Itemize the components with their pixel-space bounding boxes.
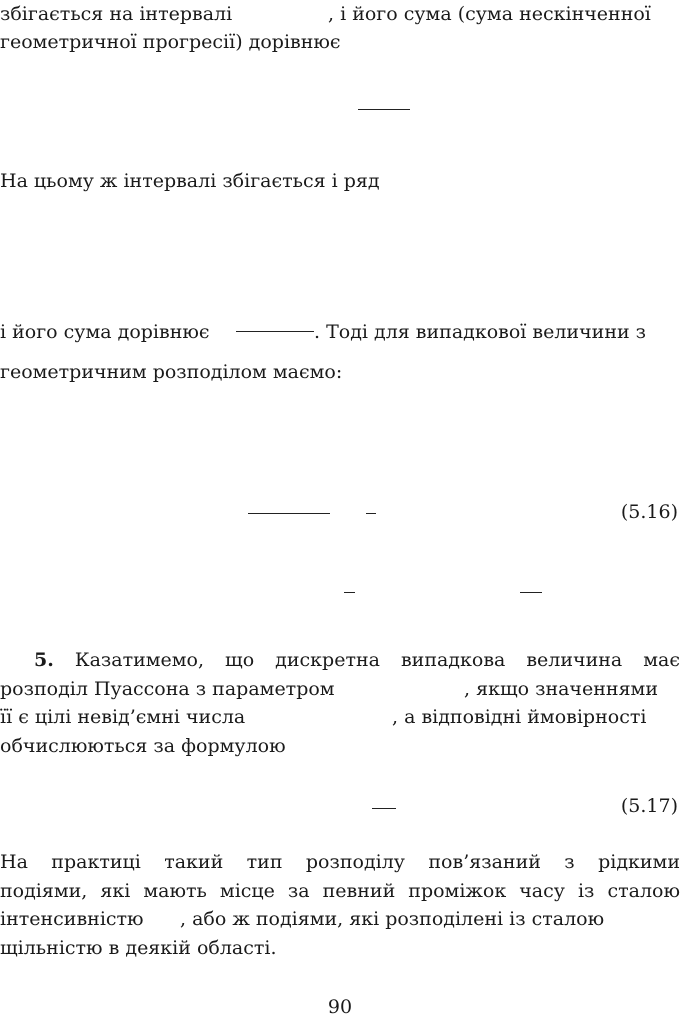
fraction-bar [358, 109, 410, 110]
text-line-2: геометричної прогресії) дорівнює [0, 31, 341, 53]
text-line-series: На цьому ж інтервалі збігається і ряд [0, 170, 380, 192]
fraction-bar [236, 331, 314, 332]
fraction-bar [520, 592, 542, 593]
item-number: 5. [34, 649, 54, 671]
text-line-practice-3b: , або ж подіями, які розподілені із сталою [180, 908, 605, 930]
text-line-practice-3a: інтенсивністю [0, 908, 144, 930]
fraction-bar [248, 513, 330, 514]
text-line-practice-1: На практиці такий тип розподілу пов’язаний з рідкими [0, 851, 680, 873]
text-line-sum-a: і його сума дорівнює [0, 321, 210, 343]
text-line-poisson-3a: її є цілі невід’ємні числа [0, 706, 246, 728]
text-line-poisson-1: 5. Казатимемо, що дискретна випадкова величина має [34, 649, 680, 671]
text-line-geometric: геометричним розподілом маємо: [0, 361, 343, 383]
fraction-bar [372, 808, 396, 809]
text-line-poisson-3b: , а відповідні ймовірності [392, 706, 647, 728]
equation-number-5-16: (5.16) [620, 501, 678, 523]
page-number: 90 [327, 996, 353, 1018]
fraction-bar [344, 592, 355, 593]
text-line-poisson-4: обчислюються за формулою [0, 735, 286, 757]
text-line-poisson-2b: , якщо значеннями [464, 678, 658, 700]
text-line-1b: , і його сума (сума нескінченної [328, 3, 651, 25]
text-line-sum-b: . Тоді для випадкової величини з [314, 321, 647, 343]
text-line-poisson-2a: розподіл Пуассона з параметром [0, 678, 335, 700]
fraction-bar [366, 513, 376, 514]
text-line-1a: збігається на інтервалі [0, 3, 233, 25]
equation-number-5-17: (5.17) [620, 795, 678, 817]
text-line-practice-2: подіями, які мають місце за певний проміжок часу із сталою [0, 880, 680, 902]
text-line-practice-4: щільністю в деякій області. [0, 937, 277, 959]
